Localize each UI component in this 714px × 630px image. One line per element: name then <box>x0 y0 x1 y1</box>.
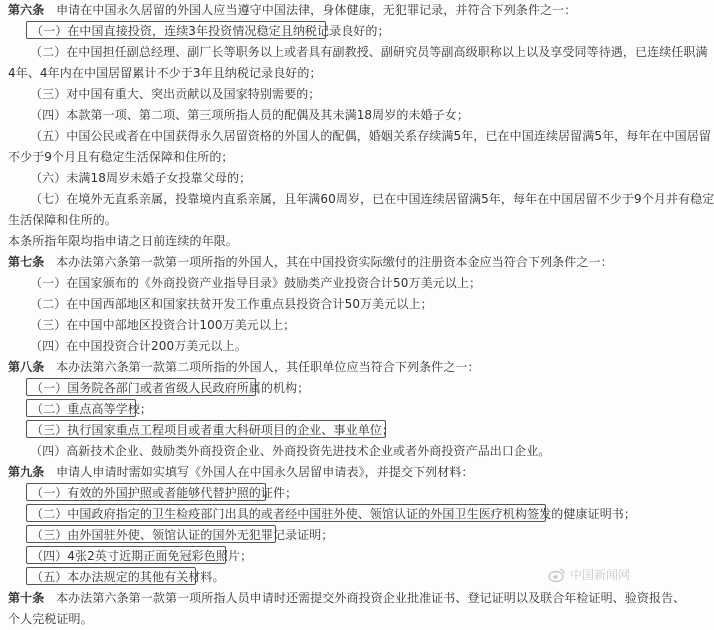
article10-intro: 本办法第六条第一款第一项所指人员申请时还需提交外商投资企业批准证书、登记证明以及联合年检证明、验资报告、 <box>56 591 686 605</box>
article8-item <box>8 378 632 399</box>
article6-item: （三）对中国有重大、突出贡献以及国家特别需要的； <box>30 87 321 101</box>
article6-item: （六）未满18周岁未婚子女投靠父母的； <box>30 171 252 185</box>
article9-item <box>8 546 632 567</box>
weibo-logo-icon <box>548 568 566 582</box>
article7-item: （一）在国家颁布的《外商投资产业指导目录》鼓励类产业投资合计50万美元以上； <box>30 276 482 290</box>
article6-item-cont: 4年、4年内在中国居留累计不少于3年且纳税记录良好的； <box>8 66 322 80</box>
watermark-text: 中国新闻网 <box>569 568 630 582</box>
article7-item: （三）在中国中部地区投资合计100万美元以上； <box>30 318 296 332</box>
article7-intro-line <box>8 252 632 273</box>
regulation-text <box>8 0 714 630</box>
article9-intro-line <box>8 462 632 483</box>
article9-head: 第九条 <box>8 465 45 479</box>
article6-item <box>8 21 632 42</box>
article8-intro-line <box>8 357 632 378</box>
article8-item <box>8 399 632 420</box>
article6-item-highlight: （一）在中国直接投资，连续3年投资情况稳定且纳税记录良好的； <box>26 21 326 39</box>
watermark <box>548 566 630 583</box>
article7-item: （二）在中国西部地区和国家扶贫开发工作重点县投资合计50万美元以上； <box>30 297 433 311</box>
article9-item <box>8 525 632 546</box>
article9-item-highlight: （二）中国政府指定的卫生检疫部门出具的或者经中国驻外使、领馆认证的外国卫生医疗机构签发的健康证明书； <box>26 504 546 522</box>
article9-item <box>8 567 632 588</box>
article6-intro: 申请在中国永久居留的外国人应当遵守中国法律，身体健康，无犯罪记录，并符合下列条件之一： <box>56 3 577 17</box>
article6-item: （二）在中国担任副总经理、副厂长等职务以上或者具有副教授、副研究员等副高级职称以上以及享受同等待遇，已连续任职满 <box>30 45 708 59</box>
article9-item-highlight: （四）4张2英寸近期正面免冠彩色照片； <box>26 546 226 564</box>
article9-item <box>8 483 632 504</box>
article9-item-highlight: （一）有效的外国护照或者能够代替护照的证件； <box>26 483 266 501</box>
article10-head: 第十条 <box>8 591 45 605</box>
article8-item <box>8 420 632 441</box>
article10-cont: 个人完税证明。 <box>8 612 93 626</box>
article6-item: （七）在境外无直系亲属，投靠境内直系亲属，且年满60周岁，已在中国连续居留满5年，每年在中国居留不少于9个月并有稳定 <box>30 192 714 206</box>
article6-item: （四）本款第一项、第二项、第三项所指人员的配偶及其未满18周岁的未婚子女； <box>30 108 469 122</box>
article6-head: 第六条 <box>8 3 45 17</box>
article9-item <box>8 504 637 525</box>
article7-head: 第七条 <box>8 255 45 269</box>
article8-item-highlight: （三）执行国家重点工程项目或者重大科研项目的企业、事业单位； <box>26 420 386 438</box>
article9-intro: 申请人申请时需如实填写《外国人在中国永久居留申请表》，并提交下列材料： <box>56 465 474 479</box>
article10-intro-line <box>8 588 686 609</box>
article6-item-cont: 不少于9个月且有稳定生活保障和住所的； <box>8 150 234 164</box>
article8-item: （四）高新技术企业、鼓励类外商投资企业、外商投资先进技术企业或者外商投资产品出口企业。 <box>30 444 551 458</box>
article6-note: 本条所指年限均指申请之日前连续的年限。 <box>8 234 238 248</box>
article7-item: （四）在中国投资合计200万美元以上。 <box>30 339 247 353</box>
article9-item-highlight: （五）本办法规定的其他有关材料。 <box>26 567 196 585</box>
article8-head: 第八条 <box>8 360 45 374</box>
article8-item-highlight: （二）重点高等学校； <box>26 399 136 417</box>
article9-item-highlight: （三）由外国驻外使、领馆认证的国外无犯罪记录证明； <box>26 525 276 543</box>
article6-intro-line <box>8 0 632 21</box>
article8-intro: 本办法第六条第一款第二项所指的外国人，其任职单位应当符合下列条件之一： <box>56 360 480 374</box>
article6-item-cont: 生活保障和住所的。 <box>8 213 117 227</box>
article6-item: （五）中国公民或者在中国获得永久居留资格的外国人的配偶，婚姻关系存续满5年，已在中国连续居留满5年，每年在中国居留 <box>30 129 711 143</box>
article7-intro: 本办法第六条第一款第一项所指的外国人，其在中国投资实际缴付的注册资本金应当符合下列条件之一： <box>56 255 613 269</box>
article8-item-highlight: （一）国务院各部门或者省级人民政府所属的机构； <box>26 378 256 396</box>
